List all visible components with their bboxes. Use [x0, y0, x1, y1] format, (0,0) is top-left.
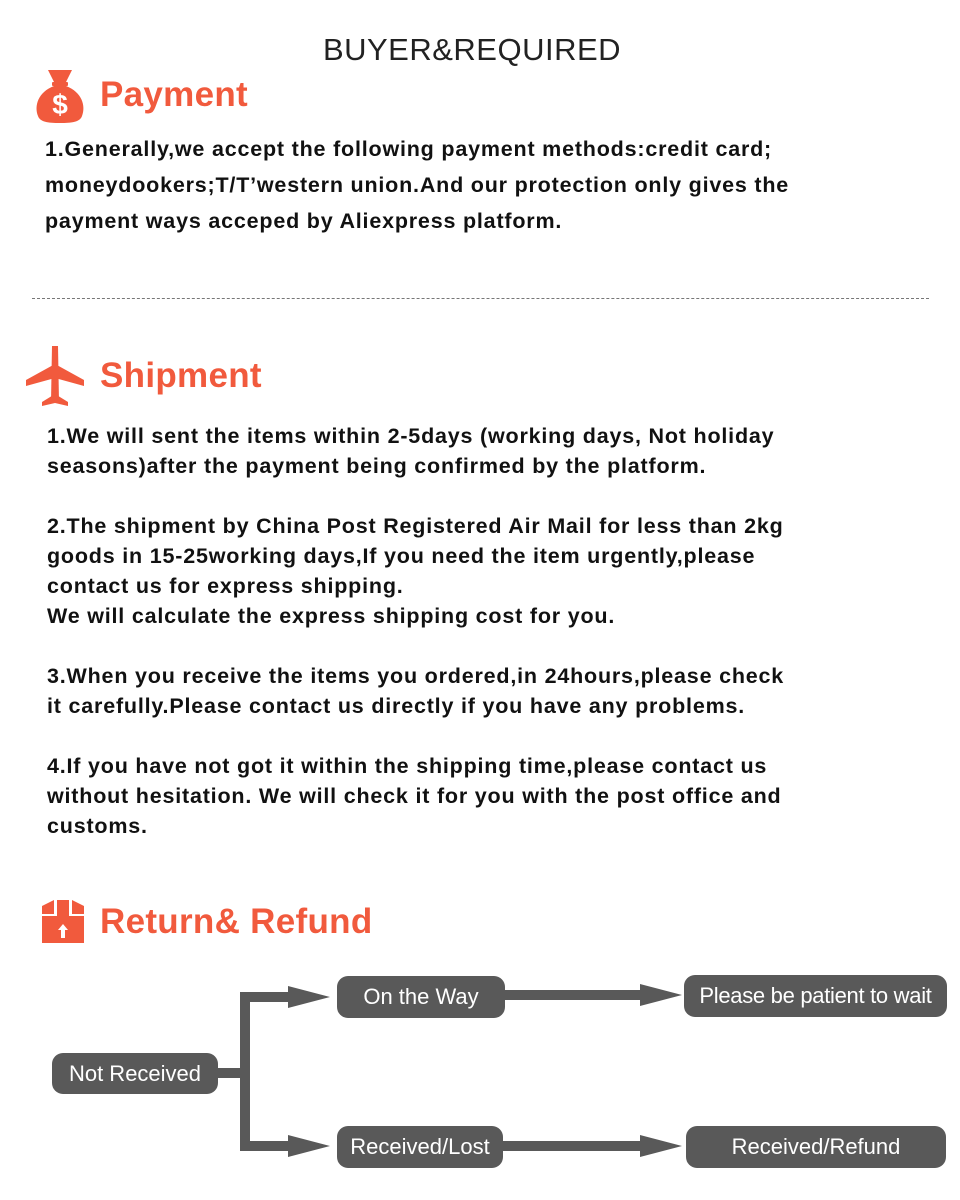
- svg-text:$: $: [52, 89, 68, 120]
- shipment-paragraph-3: [47, 661, 784, 721]
- text-line: customs.: [47, 814, 148, 838]
- connector-trunk: [240, 992, 250, 1150]
- connector-top-right-shaft: [503, 990, 643, 1000]
- flow-received-refund: Received/Refund: [686, 1126, 946, 1168]
- payment-heading: [34, 66, 248, 124]
- text-line: contact us for express shipping.: [47, 574, 404, 598]
- text-line: moneydookers;T/T’western union.And our protection only gives the: [45, 173, 790, 197]
- text-line: We will calculate the express shipping cost for you.: [47, 604, 616, 628]
- package-box-icon: [40, 900, 86, 944]
- arrowhead-bottom-right: [640, 1135, 682, 1157]
- text-line: 2.The shipment by China Post Registered Air Mail for less than 2kg: [47, 514, 784, 538]
- text-line: goods in 15-25working days,If you need the item urgently,please: [47, 544, 756, 568]
- arrowhead-top: [288, 986, 330, 1008]
- connector-stub: [218, 1068, 246, 1078]
- flow-received-lost: Received/Lost: [337, 1126, 503, 1168]
- money-bag-icon: [34, 66, 86, 124]
- connector-bottom-shaft: [240, 1141, 290, 1151]
- airplane-icon: [24, 344, 86, 408]
- text-line: without hesitation. We will check it for you with the post office and: [47, 784, 782, 808]
- shipment-heading: [24, 344, 262, 408]
- text-line: seasons)after the payment being confirmed by the platform.: [47, 454, 707, 478]
- payment-text: [45, 131, 789, 239]
- text-line: 1.Generally,we accept the following payment methods:credit card;: [45, 137, 773, 161]
- text-line: it carefully.Please contact us directly if you have any problems.: [47, 694, 746, 718]
- payment-title: Payment: [100, 75, 248, 114]
- connector-top-shaft: [240, 992, 290, 1002]
- arrowhead-bottom: [288, 1135, 330, 1157]
- refund-title: Return& Refund: [100, 902, 373, 941]
- page-title: BUYER&REQUIRED: [322, 32, 622, 67]
- section-divider: [32, 298, 929, 299]
- text-line: 4.If you have not got it within the shipping time,please contact us: [47, 754, 768, 778]
- shipment-paragraph-1: [47, 421, 774, 481]
- text-line: payment ways acceped by Aliexpress platform.: [45, 209, 563, 233]
- text-line: 1.We will sent the items within 2-5days (working days, Not holiday: [47, 424, 775, 448]
- shipment-paragraph-2: [47, 511, 784, 631]
- flow-on-the-way: On the Way: [337, 976, 505, 1018]
- flow-not-received: Not Received: [52, 1053, 218, 1094]
- refund-heading: [40, 900, 373, 944]
- connector-bottom-right-shaft: [503, 1141, 643, 1151]
- arrowhead-top-right: [640, 984, 682, 1006]
- flow-please-be-patient: Please be patient to wait: [684, 975, 947, 1017]
- text-line: 3.When you receive the items you ordered,in 24hours,please check: [47, 664, 785, 688]
- shipment-paragraph-4: [47, 751, 781, 841]
- shipment-title: Shipment: [100, 356, 262, 395]
